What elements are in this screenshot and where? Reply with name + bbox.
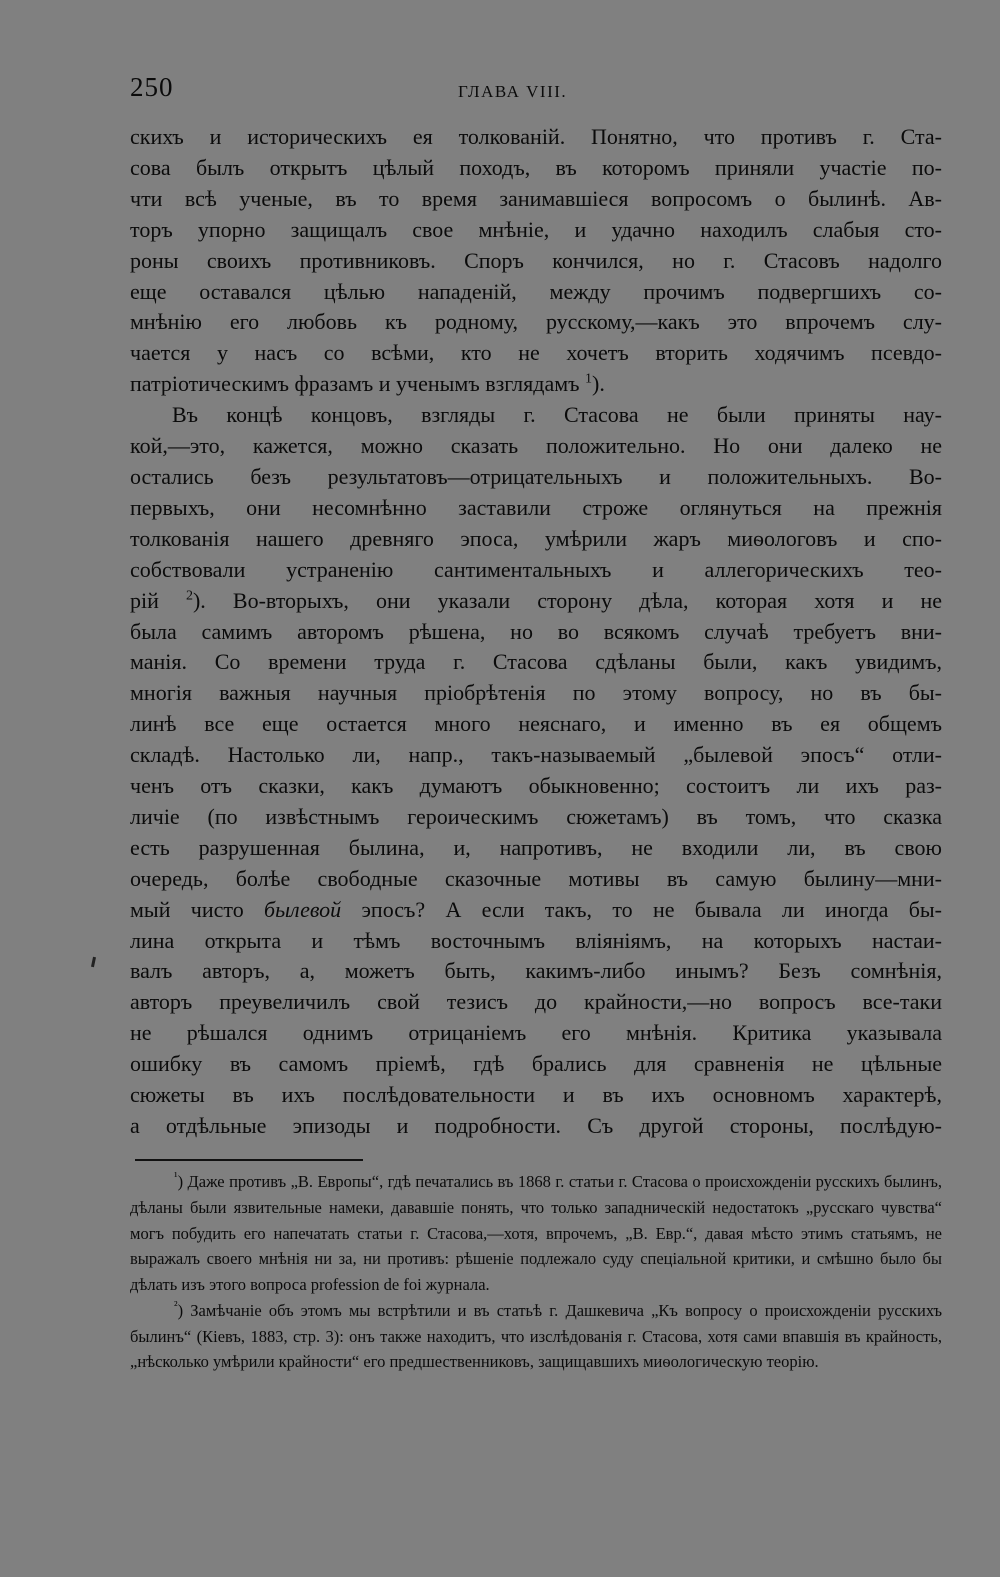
page-header	[130, 72, 942, 114]
page-number: 250	[130, 72, 174, 102]
text-fragment: рій	[130, 587, 159, 613]
text-line: Въ концѣ концовъ, взгляды г. Стасова не были приняты нау-	[172, 402, 942, 428]
text-line: ошибку въ самомъ пріемѣ, гдѣ брались для сравненія не цѣльные	[130, 1051, 942, 1077]
text-line	[130, 895, 942, 926]
footnote-reference[interactable]: 2	[185, 588, 193, 604]
footnotes	[130, 1169, 942, 1375]
text-line: сова былъ открытъ цѣлый походъ, въ которомъ приняли участіе по-	[130, 154, 942, 180]
text-line: была самимъ авторомъ рѣшена, но во всякомъ случаѣ требуетъ вни-	[130, 618, 942, 644]
text-line: манія. Со времени труда г. Стасова сдѣланы были, какъ увидимъ,	[130, 649, 942, 675]
text-line: мнѣнію его любовь къ родному, русскому,—какъ это впрочемъ слу-	[130, 309, 942, 335]
chapter-running-head: ГЛАВА VIII.	[458, 82, 568, 101]
text-fragment: эпосъ? А если такъ, то не бывала ли иногда бы-	[361, 896, 943, 922]
text-line: линѣ все еще остается много неяснаго, и именно въ ея общемъ	[130, 711, 942, 737]
text-fragment: ). Во-вторыхъ, они указали сторону дѣла, которая хотя и не	[192, 587, 942, 613]
footnote-separator-rule	[135, 1159, 363, 1161]
text-line: авторъ преувеличилъ свой тезисъ до крайности,—но вопросъ все-таки	[130, 989, 942, 1015]
text-line: личіе (по извѣстнымъ героическимъ сюжетамъ) въ томъ, что сказка	[130, 803, 942, 829]
footnote-reference[interactable]: 1	[585, 371, 593, 387]
text-line	[130, 586, 942, 617]
text-line: валъ авторъ, а, можетъ быть, какимъ-либо инымъ? Безъ сомнѣнія,	[130, 958, 942, 984]
text-line: многія важныя научныя пріобрѣтенія по этому вопросу, но въ бы-	[130, 680, 942, 706]
footnote-text: ) Даже противъ „В. Европы“, гдѣ печатались въ 1868 г. статьи г. Стасова о происхожденіи русскихъ былинъ, дѣланы были язвительные намеки, дававшіе понять, что только западническій недостатокъ „русскаго чувства“ могъ побудить его напечатать статьи г. Стасова,—хотя, впрочемъ, „В. Евр.“, давая мѣсто этимъ статьямъ, не выражалъ своего мнѣнія ни за, ни противъ: рѣшеніе подлежало суду спеціальной критики, и смѣшно было бы дѣлать изъ этого вопроса profession de foi журнала.	[130, 1171, 942, 1295]
text-line: роны своихъ противниковъ. Споръ кончился, но г. Стасовъ надолго	[130, 247, 942, 273]
footnote-2	[130, 1298, 942, 1375]
footnote-1	[130, 1169, 942, 1298]
text-line: складѣ. Настолько ли, напр., такъ-называемый „былевой эпосъ“ отли-	[130, 742, 942, 768]
text-line: чается у насъ со всѣми, кто не хочетъ вторить ходячимъ псевдо-	[130, 340, 942, 366]
text-line: не рѣшался однимъ отрицаніемъ его мнѣнія. Критика указывала	[130, 1020, 942, 1046]
text-line: скихъ и историческихъ ея толкованій. Понятно, что противъ г. Ста-	[130, 124, 942, 149]
text-line: толкованія нашего древняго эпоса, умѣрили жаръ миѳологовъ и спо-	[130, 525, 942, 551]
text-line: сюжеты въ ихъ послѣдовательности и въ ихъ основномъ характерѣ,	[130, 1082, 942, 1108]
text-line: а отдѣльные эпизоды и подробности. Съ другой стороны, послѣдую-	[130, 1113, 942, 1138]
text-line: есть разрушенная былина, и, напротивъ, не входили ли, въ свою	[130, 834, 942, 860]
book-page	[130, 72, 942, 1375]
text-fragment: ).	[592, 371, 605, 397]
text-line: собствовали устраненію сантиментальныхъ и аллегорическихъ тео-	[130, 556, 942, 582]
text-line: лина открыта и тѣмъ восточнымъ вліяніямъ, на которыхъ настаи-	[130, 927, 942, 953]
text-line: торъ упорно защищалъ свое мнѣніе, и удачно находилъ слабыя сто-	[130, 216, 942, 242]
text-line: чти всѣ ученые, въ то время занимавшіеся вопросомъ о былинѣ. Ав-	[130, 185, 942, 211]
text-fragment: патріотическимъ фразамъ и ученымъ взглядамъ	[130, 371, 580, 397]
footnote-mark: ¹	[174, 1169, 178, 1184]
text-line: очередь, болѣе свободные сказочные мотивы въ самую былину—мни-	[130, 865, 942, 891]
footnote-text: ) Замѣчаніе объ этомъ мы встрѣтили и въ статьѣ г. Дашкевича „Къ вопросу о происхожденіи русскихъ былинъ“ (Кіевъ, 1883, стр. 3): онъ также находитъ, что изслѣдованія г. Стасова, хотя сами впавшія въ крайность, „нѣсколько умѣрили крайности“ его предшественниковъ, защищавшихъ миѳологическую теорію.	[130, 1300, 942, 1372]
text-line: первыхъ, они несомнѣнно заставили строже оглянуться на прежнія	[130, 494, 942, 520]
text-fragment: мый чисто	[130, 896, 244, 922]
main-text	[130, 122, 942, 1142]
italic-word: былевой	[264, 896, 342, 922]
margin-tick-mark	[91, 957, 96, 967]
text-line: кой,—это, кажется, можно сказать положительно. Но они далеко не	[130, 433, 942, 459]
footnote-mark: ²	[174, 1298, 178, 1313]
text-line	[130, 369, 942, 400]
text-line: ченъ отъ сказки, какъ думаютъ обыкновенно; состоитъ ли ихъ раз-	[130, 773, 942, 799]
text-line: остались безъ результатовъ—отрицательныхъ и положительныхъ. Во-	[130, 463, 942, 489]
text-line: еще оставался цѣлью нападеній, между прочимъ подвергшихъ со-	[130, 278, 942, 304]
